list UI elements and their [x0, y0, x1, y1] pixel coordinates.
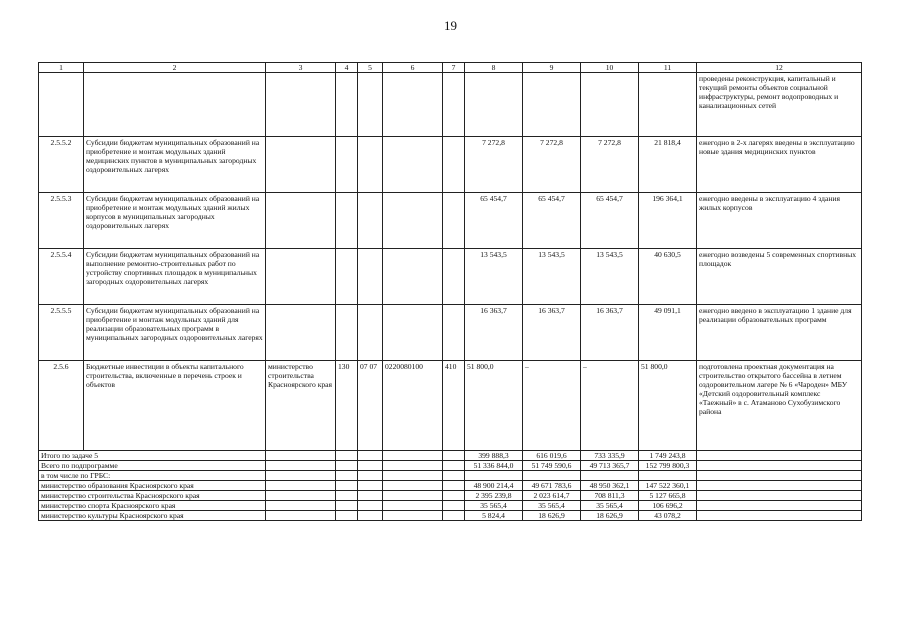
total-value-year2	[523, 471, 581, 481]
empty-cell	[336, 491, 358, 501]
row-name: Субсидии бюджетам муниципальных образований на приобретение и монтаж модульных зданий медицинских пунктов в муниципальных загородных оздоровительных лагерях	[84, 137, 266, 193]
row-col7	[443, 249, 465, 305]
column-number: 6	[383, 63, 443, 73]
row-result: проведены реконструкция, капитальный и текущий ремонты объектов социальной инфраструктуры, ремонт водопроводных и канализационных сетей	[697, 73, 862, 137]
total-value-year2: 616 019,6	[523, 451, 581, 461]
table-row	[39, 305, 862, 361]
row-grbs	[266, 305, 336, 361]
empty-cell	[336, 451, 358, 461]
total-value-year1: 48 900 214,4	[465, 481, 523, 491]
row-col4	[336, 305, 358, 361]
total-value-total: 5 127 665,8	[639, 491, 697, 501]
row-col5	[358, 73, 383, 137]
total-row	[39, 471, 862, 481]
row-col6	[383, 137, 443, 193]
empty-cell	[443, 471, 465, 481]
total-label: Итого по задаче 5	[39, 451, 266, 461]
total-row	[39, 451, 862, 461]
table-row	[39, 137, 862, 193]
empty-cell	[443, 481, 465, 491]
total-value-year2: 2 023 614,7	[523, 491, 581, 501]
empty-cell	[697, 461, 862, 471]
row-col5: 07 07	[358, 361, 383, 451]
total-value-year2: 18 626,9	[523, 511, 581, 521]
empty-cell	[697, 491, 862, 501]
total-value-year3: 48 950 362,1	[581, 481, 639, 491]
empty-cell	[336, 471, 358, 481]
row-value-year3: 16 363,7	[581, 305, 639, 361]
row-grbs	[266, 249, 336, 305]
column-number: 9	[523, 63, 581, 73]
row-col4	[336, 193, 358, 249]
empty-cell	[383, 451, 443, 461]
row-name: Бюджетные инвестиции в объекты капитального строительства, включенные в перечень строек и объектов	[84, 361, 266, 451]
row-col5	[358, 137, 383, 193]
row-name: Субсидии бюджетам муниципальных образований на приобретение и монтаж модульных зданий для реализации образовательных программ в муниципальных загородных оздоровительных лагерях	[84, 305, 266, 361]
total-value-year1: 2 395 239,8	[465, 491, 523, 501]
row-value-year2: 65 454,7	[523, 193, 581, 249]
empty-cell	[383, 501, 443, 511]
table-row	[39, 361, 862, 451]
row-value-year3: –	[581, 361, 639, 451]
empty-cell	[358, 471, 383, 481]
row-col6	[383, 305, 443, 361]
row-col6	[383, 73, 443, 137]
column-number: 10	[581, 63, 639, 73]
column-number-row	[39, 63, 862, 73]
program-activities-table	[38, 62, 862, 521]
empty-cell	[697, 481, 862, 491]
empty-cell	[443, 461, 465, 471]
total-row	[39, 461, 862, 471]
empty-cell	[697, 501, 862, 511]
column-number: 1	[39, 63, 84, 73]
empty-cell	[383, 491, 443, 501]
empty-cell	[358, 491, 383, 501]
row-col6	[383, 249, 443, 305]
empty-cell	[358, 511, 383, 521]
empty-cell	[383, 461, 443, 471]
row-result: подготовлена проектная документация на строительство открытого бассейна в летнем оздоровительном лагере № 6 «Чароден» МБУ «Детский оздоровительный комплекс «Таежный» в с. Атаманово Сухобузимского района	[697, 361, 862, 451]
row-value-total: 40 630,5	[639, 249, 697, 305]
empty-cell	[358, 451, 383, 461]
row-code: 2.5.5.2	[39, 137, 84, 193]
row-name: Субсидии бюджетам муниципальных образований на приобретение и монтаж модульных зданий жилых корпусов в муниципальных загородных оздоровительных лагерях	[84, 193, 266, 249]
empty-cell	[358, 481, 383, 491]
total-row	[39, 491, 862, 501]
row-value-year1	[465, 73, 523, 137]
row-col7	[443, 193, 465, 249]
empty-cell	[266, 511, 336, 521]
row-value-year2: 16 363,7	[523, 305, 581, 361]
row-col4: 130	[336, 361, 358, 451]
total-label: министерство спорта Красноярского края	[39, 501, 266, 511]
empty-cell	[336, 481, 358, 491]
row-result: ежегодно введены в эксплуатацию 4 здания жилых корпусов	[697, 193, 862, 249]
total-value-total	[639, 471, 697, 481]
empty-cell	[336, 501, 358, 511]
empty-cell	[383, 471, 443, 481]
row-value-year2	[523, 73, 581, 137]
page-number: 19	[444, 18, 457, 33]
row-value-total	[639, 73, 697, 137]
column-number: 7	[443, 63, 465, 73]
row-value-year2: –	[523, 361, 581, 451]
row-col7	[443, 137, 465, 193]
row-col7	[443, 305, 465, 361]
row-result: ежегодно возведены 5 современных спортивных площадок	[697, 249, 862, 305]
empty-cell	[266, 491, 336, 501]
total-value-year2: 51 749 590,6	[523, 461, 581, 471]
row-result: ежегодно в 2-х лагерях введены в эксплуатацию новые здания медицинских пунктов	[697, 137, 862, 193]
total-label: министерство строительства Красноярского края	[39, 491, 266, 501]
total-value-year1: 5 824,4	[465, 511, 523, 521]
total-label: Всего по подпрограмме	[39, 461, 266, 471]
row-value-year1: 7 272,8	[465, 137, 523, 193]
row-value-total: 51 800,0	[639, 361, 697, 451]
empty-cell	[266, 481, 336, 491]
total-value-year1: 51 336 844,0	[465, 461, 523, 471]
total-value-year3: 18 626,9	[581, 511, 639, 521]
row-grbs	[266, 193, 336, 249]
total-value-total: 152 799 800,3	[639, 461, 697, 471]
row-col6: 0220080100	[383, 361, 443, 451]
row-col5	[358, 249, 383, 305]
row-col4	[336, 249, 358, 305]
column-number: 3	[266, 63, 336, 73]
row-code	[39, 73, 84, 137]
total-value-total: 106 696,2	[639, 501, 697, 511]
total-value-year3: 733 335,9	[581, 451, 639, 461]
total-value-year3	[581, 471, 639, 481]
empty-cell	[383, 481, 443, 491]
total-value-year3: 49 713 365,7	[581, 461, 639, 471]
row-col5	[358, 193, 383, 249]
total-value-total: 1 749 243,8	[639, 451, 697, 461]
column-number: 4	[336, 63, 358, 73]
total-row	[39, 501, 862, 511]
empty-cell	[697, 471, 862, 481]
column-number: 2	[84, 63, 266, 73]
row-col7: 410	[443, 361, 465, 451]
row-grbs	[266, 73, 336, 137]
total-value-total: 147 522 360,1	[639, 481, 697, 491]
empty-cell	[443, 491, 465, 501]
column-number: 8	[465, 63, 523, 73]
row-value-total: 49 091,1	[639, 305, 697, 361]
total-value-year3: 35 565,4	[581, 501, 639, 511]
row-value-year1: 65 454,7	[465, 193, 523, 249]
row-value-year2: 7 272,8	[523, 137, 581, 193]
total-value-year1	[465, 471, 523, 481]
row-value-year1: 13 543,5	[465, 249, 523, 305]
total-label: министерство образования Красноярского края	[39, 481, 266, 491]
empty-cell	[336, 511, 358, 521]
column-number: 5	[358, 63, 383, 73]
empty-cell	[266, 451, 336, 461]
table-row	[39, 73, 862, 137]
column-number: 12	[697, 63, 862, 73]
empty-cell	[266, 471, 336, 481]
table-row	[39, 249, 862, 305]
empty-cell	[358, 461, 383, 471]
total-value-year2: 49 671 783,6	[523, 481, 581, 491]
row-col4	[336, 73, 358, 137]
empty-cell	[358, 501, 383, 511]
empty-cell	[697, 451, 862, 461]
row-code: 2.5.5.4	[39, 249, 84, 305]
row-value-total: 21 818,4	[639, 137, 697, 193]
total-row	[39, 481, 862, 491]
empty-cell	[443, 511, 465, 521]
row-name: Субсидии бюджетам муниципальных образований на выполнение ремонтно-строительных работ по устройству спортивных площадок в муниципальных загородных оздоровительных лагерях	[84, 249, 266, 305]
column-number: 11	[639, 63, 697, 73]
row-code: 2.5.6	[39, 361, 84, 451]
row-col6	[383, 193, 443, 249]
row-value-year3: 13 543,5	[581, 249, 639, 305]
empty-cell	[266, 501, 336, 511]
row-value-year1: 16 363,7	[465, 305, 523, 361]
row-name	[84, 73, 266, 137]
total-value-total: 43 078,2	[639, 511, 697, 521]
row-grbs	[266, 137, 336, 193]
row-code: 2.5.5.3	[39, 193, 84, 249]
total-value-year3: 708 811,3	[581, 491, 639, 501]
empty-cell	[336, 461, 358, 471]
row-col7	[443, 73, 465, 137]
empty-cell	[443, 451, 465, 461]
row-value-total: 196 364,1	[639, 193, 697, 249]
row-code: 2.5.5.5	[39, 305, 84, 361]
total-value-year2: 35 565,4	[523, 501, 581, 511]
row-value-year2: 13 543,5	[523, 249, 581, 305]
row-value-year3: 7 272,8	[581, 137, 639, 193]
row-grbs: министерство строительства Красноярского края	[266, 361, 336, 451]
empty-cell	[266, 461, 336, 471]
row-result: ежегодно введено в эксплуатацию 1 здание для реализации образовательных программ	[697, 305, 862, 361]
table-row	[39, 193, 862, 249]
row-col5	[358, 305, 383, 361]
row-value-year3	[581, 73, 639, 137]
empty-cell	[443, 501, 465, 511]
total-value-year1: 35 565,4	[465, 501, 523, 511]
empty-cell	[697, 511, 862, 521]
row-value-year3: 65 454,7	[581, 193, 639, 249]
total-row	[39, 511, 862, 521]
row-value-year1: 51 800,0	[465, 361, 523, 451]
empty-cell	[383, 511, 443, 521]
total-value-year1: 399 888,3	[465, 451, 523, 461]
total-label: в том числе по ГРБС:	[39, 471, 266, 481]
total-label: министерство культуры Красноярского края	[39, 511, 266, 521]
row-col4	[336, 137, 358, 193]
